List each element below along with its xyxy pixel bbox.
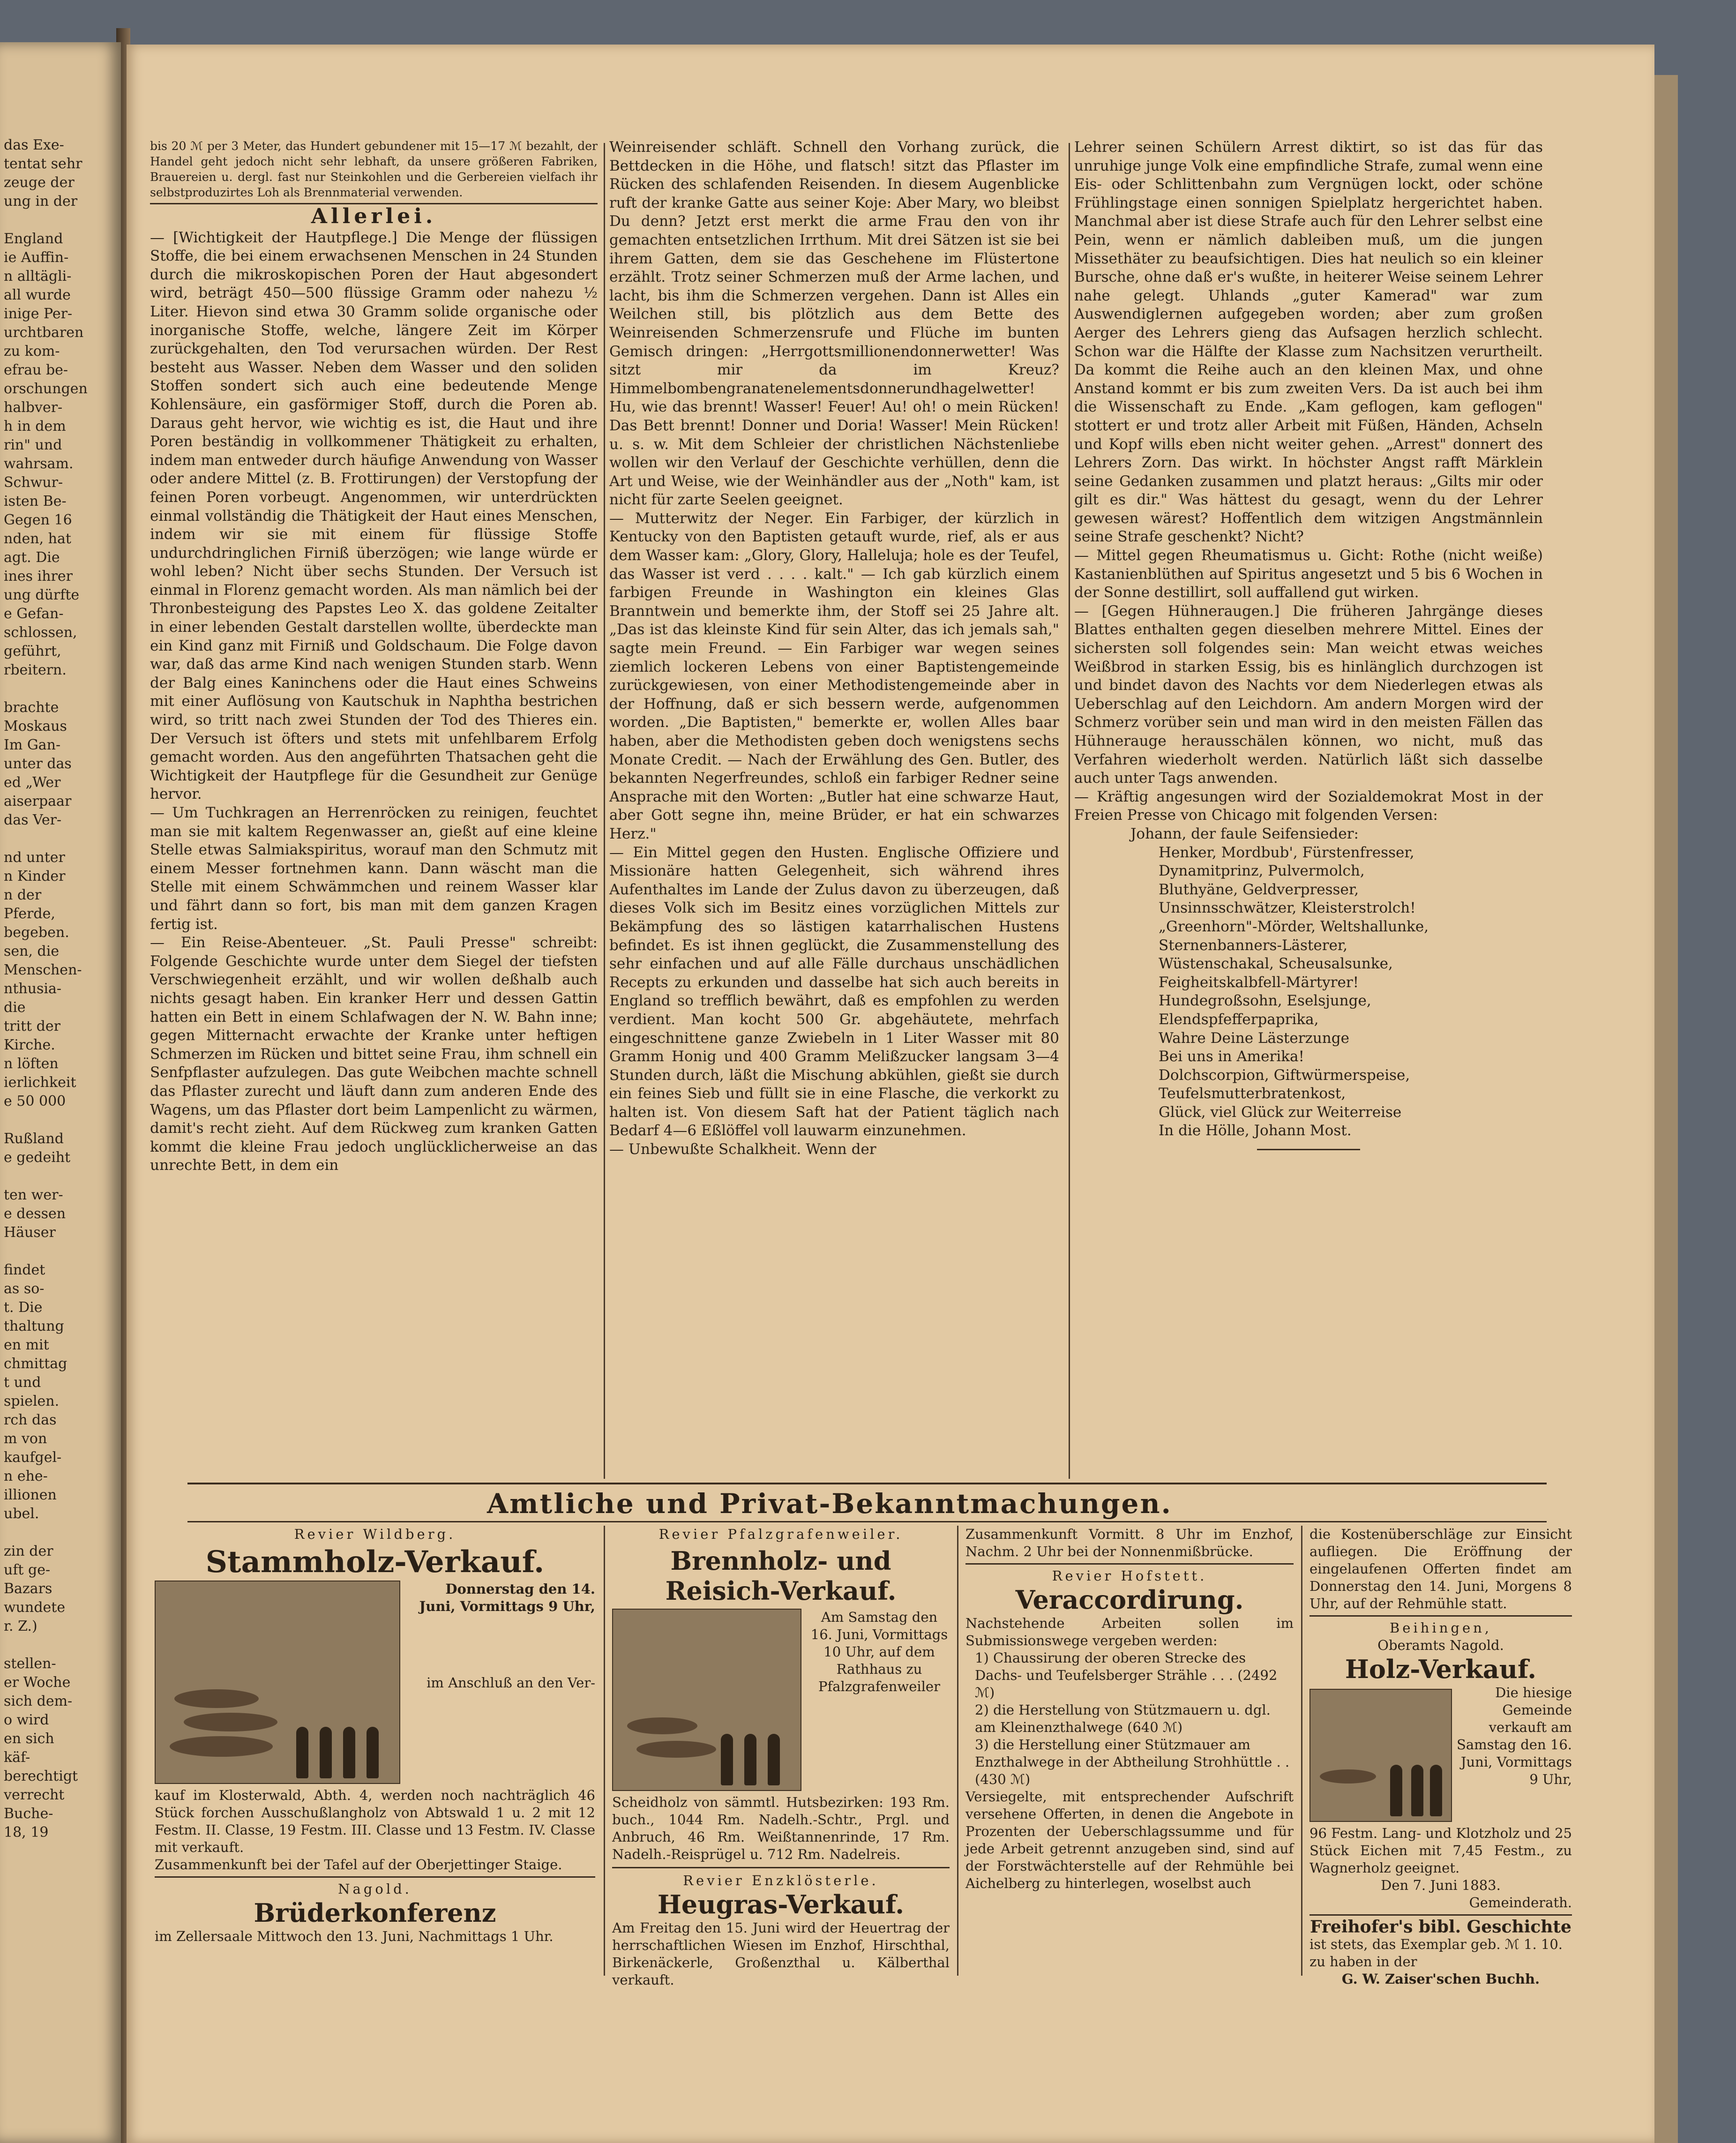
left-page-line: zeuge der xyxy=(4,174,75,191)
ad-intro: Nachstehende Arbeiten sollen im Submissionswege vergeben werden: xyxy=(965,1615,1294,1648)
poem-line: Dolchscorpion, Giftwürmerspeise, xyxy=(1159,1066,1410,1084)
left-page-line xyxy=(4,1636,112,1655)
ad-item: 1) Chaussirung der oberen Strecke des Dachs- und Teufelsberger Strähle . . . (2492 ℳ) xyxy=(975,1650,1278,1701)
newspaper-page xyxy=(127,45,1654,2143)
ad-stammholz xyxy=(155,1526,595,1945)
left-page-line: ie Auffin- xyxy=(4,249,69,266)
ad-date: Am Samstag den 16. Juni, Vormittags 10 Uhr, auf dem Rathhaus zu Pfalzgrafenweiler xyxy=(810,1609,948,1694)
ad-title-freihofer: Freihofer's bibl. Geschichte xyxy=(1310,1917,1571,1937)
left-page-line: ten wer- xyxy=(4,1187,63,1203)
ad-place: Nagold. xyxy=(338,1881,412,1897)
left-page-line: as so- xyxy=(4,1281,45,1297)
left-page-line: findet xyxy=(4,1262,45,1278)
left-page-line: wundete xyxy=(4,1599,66,1616)
left-page-line: e Gefan- xyxy=(4,606,64,622)
left-page-line: orschungen xyxy=(4,381,88,397)
ad-text: ist stets, das Exemplar geb. ℳ 1. 10. zu haben in der xyxy=(1309,1936,1563,1970)
poem-line: Johann, der faule Seifensieder: xyxy=(1130,825,1359,842)
announcements-banner: Amtliche und Privat-Bekanntmachungen. xyxy=(487,1488,1172,1520)
left-page-line: Bazars xyxy=(4,1581,52,1597)
left-page-line: chmittag xyxy=(4,1356,67,1372)
left-page-line: rbeitern. xyxy=(4,662,67,678)
left-page-line: ung in der xyxy=(4,193,78,210)
left-page-line: n löften xyxy=(4,1056,59,1072)
poem-line: Henker, Mordbub', Fürstenfresser, xyxy=(1159,844,1414,861)
left-page-line: isten Be- xyxy=(4,493,67,510)
left-page-line: e gedeiht xyxy=(4,1149,71,1166)
left-page-line: e 50 000 xyxy=(4,1093,66,1109)
column-1 xyxy=(150,138,598,1175)
left-page-line: t und xyxy=(4,1374,41,1391)
ad-title: Stammholz-Verkauf. xyxy=(205,1544,545,1580)
ad-brennholz xyxy=(612,1526,950,1989)
left-page-line: rin" und xyxy=(4,437,62,453)
ad-text: Zusammenkunft Vormitt. 8 Uhr im Enzhof, Nachm. 2 Uhr bei der Nonnenmißbrücke. xyxy=(965,1526,1294,1559)
poem xyxy=(1074,825,1543,1140)
ad-item: 3) die Herstellung einer Stützmauer am Enzthalwege in der Abtheilung Strohhüttle . . (430 ℳ) xyxy=(975,1737,1290,1787)
article-huehneraugen: — [Gegen Hühneraugen.] Die früheren Jahrgänge dieses Blattes enthalten gegen dieselben mehrere Mittel. Eines der sichersten soll folgendes sein: Man weicht etwas weiches Weißbrod in starken Essig, bis es hinlänglich durchzogen ist und bindet davon des Nachts vor dem Niederlegen etwas als Ueberschlag auf den Leichdorn. Am andern Morgen wird der Schmerz vorüber sein und man wird in den meisten Fällen das Hühnerauge herausschälen können, wo nicht, muß das Verfahren wiederholt werden. Natürlich läßt sich dasselbe auch unter Tags anwenden. xyxy=(1074,602,1543,787)
left-page-line: Pferde, xyxy=(4,906,55,922)
ad-holz-verkauf xyxy=(1309,1526,1572,1988)
article-husten: — Ein Mittel gegen den Husten. Englische Offiziere und Missionäre hatten Gelegenheit, sich während ihres Aufenthaltes im Lande der Zulus davon zu überzeugen, daß dieses Volk sich im Besitz eines vorzüglichen Mittels zur Bekämpfung des so lästigen katarrhalischen Hustens befindet. Es ist ihnen geglückt, die Zusammenstellung des sehr einfachen und auf alle Fälle durchaus unschädlichen Recepts zu erkunden und dasselbe hat sich auch bereits in England so trefflich bewährt, daß es empfohlen zu werden verdient. Man kocht 500 Gr. abgehäutete, mehrfach eingeschnittene ganze Zwiebeln in 1 Liter Wasser mit 80 Gramm Honig und 400 Gramm Melißzucker langsam 3—4 Stunden durch, läßt die Mischung abkühlen, gießt sie durch ein feines Sieb und füllt sie in eine Flasche, die verkorkt zu halten ist. Von diesem Saft hat der Patient täglich nach Bedarf 4—6 Eßlöffel voll lauwarm einzunehmen. xyxy=(609,844,1059,1139)
left-page-line: geführt, xyxy=(4,643,61,659)
ad-item: 2) die Herstellung von Stützmauern u. dgl. am Kleinenzthalwege (640 ℳ) xyxy=(975,1702,1271,1735)
left-page-line: käf- xyxy=(4,1749,30,1766)
left-page-line: rch das xyxy=(4,1412,57,1428)
ad-district: Revier Wildberg. xyxy=(294,1526,456,1542)
column-rule xyxy=(957,1526,958,1976)
left-page-line: sen, die xyxy=(4,943,60,959)
ad-title-heugras: Heugras-Verkauf. xyxy=(657,1889,905,1919)
left-page-line: er Woche xyxy=(4,1674,71,1691)
left-page-line: ubel. xyxy=(4,1506,39,1522)
article-most-intro: — Kräftig angesungen wird der Sozialdemokrat Most in der Freien Presse von Chicago mit folgenden Versen: xyxy=(1074,788,1543,824)
left-page-line: thaltung xyxy=(4,1318,64,1334)
left-page-line: brachte xyxy=(4,699,59,716)
article-reise-abenteuer: — Ein Reise-Abenteuer. „St. Pauli Presse" schreibt: Folgende Geschichte wurde unter dem Siegel der tiefsten Verschwiegenheit erzählt, und wir wollen deßhalb auch nichts gesagt haben. Ein kranker Herr und dessen Gattin hatten ein Bett in einem Schlafwagen der N. W. Bahn inne; gegen Mitternacht erwachte der Kranke unter heftigen Schmerzen im Rücken und bittet seine Frau, ihm schnell ein Senfpflaster aufzulegen. Das gute Weibchen machte schnell das Pflaster zurecht und läuft dann zum anderen Ende des Wagens, um das Pflaster dort beim Lampenlicht zu wärmen, damit's recht zieht. Auf dem Rückweg zum kranken Gatten kommt die kleine Frau jedoch unglücklicherweise an das unrechte Bett, in dem ein xyxy=(150,934,598,1174)
left-page-line xyxy=(4,1242,112,1261)
left-page-line: Buche- xyxy=(4,1806,53,1822)
left-page-line: nd unter xyxy=(4,849,65,866)
poem-line: Bluthyäne, Geldverpresser, xyxy=(1159,881,1359,898)
ad-text: Versiegelte, mit entsprechender Aufschrift versehene Offerten, in denen die Angebote in Prozenten der Ueberschlagssumme und für jede Arbeit getrennt anzugeben sind, sind auf der Forstwächterstelle auf der Rehmühle bei Aichelberg zu hinterlegen, woselbst auch xyxy=(965,1789,1294,1891)
left-page-line: urchtbaren xyxy=(4,324,84,341)
left-page-line xyxy=(4,1523,112,1542)
poem-line: Elendspfefferpaprika, xyxy=(1159,1011,1319,1028)
left-page xyxy=(0,42,121,2143)
left-page-line: nthusia- xyxy=(4,981,62,997)
woodcut-illustration xyxy=(155,1581,400,1784)
left-page-line: schlossen, xyxy=(4,624,77,641)
left-page-line: Kirche. xyxy=(4,1037,55,1053)
ad-title: Holz-Verkauf. xyxy=(1345,1654,1537,1684)
woodcut-illustration xyxy=(1309,1689,1452,1822)
poem-line: Sternenbanners-Lästerer, xyxy=(1159,937,1348,954)
poem-line: Unsinnsschwätzer, Kleisterstrolch! xyxy=(1159,899,1416,917)
left-page-line: h in dem xyxy=(4,418,66,435)
announcements-rule xyxy=(187,1483,1547,1484)
article-reise-cont: Weinreisender schläft. Schnell den Vorhang zurück, die Bettdecken in die Höhe, und flatsch! sitzt das Pflaster im Rücken des schlafenden Reisenden. In diesem Augenblicke ruft der kranke Gatte aus seiner Koje: Aber Mary, wo bleibst Du denn? Jetzt erst merkt die arme Frau den von ihr gemachten entsetzlichen Irrthum. Mit drei Sätzen ist sie bei ihrem Gatten, dem sie das Geschehene im Flüstertone erzählt. Trotz seiner Schmerzen muß der Arme lachen, und lacht, bis ihm die Schmerzen vergehen. Dann ist Alles ein Weilchen still, bis plötzlich aus dem Bette des Weinreisenden Schmerzensrufe und Flüche im bunten Gemisch dringen: „Herrgottsmillionendonnerwetter! Was sitzt mir da im Kreuz? Himmelbombengranatenelementsdonnerundhagelwetter! Hu, wie das brennt! Wasser! Feuer! Au! oh! o mein Rücken! Das Bett brennt! Donner und Doria! Wasser! Mein Rücken! u. s. w. Mit dem Schleier der christlichen Nächstenliebe wollen wir den Verlauf der Geschichte verhüllen, denn die Art und Weise, wie der Weinhändler aus der „Noth" kam, ist nicht für zarte Seelen geeignet. xyxy=(609,139,1059,509)
left-page-fragments xyxy=(4,136,112,1842)
section-heading: Allerlei. xyxy=(311,204,437,228)
ad-veraccordirung xyxy=(965,1526,1294,1892)
left-page-line: t. Die xyxy=(4,1299,43,1316)
left-page-line: en sich xyxy=(4,1731,54,1747)
ad-text-right: im Anschluß an den Ver- xyxy=(427,1675,595,1691)
left-page-line: spielen. xyxy=(4,1393,60,1409)
left-page-line: England xyxy=(4,231,63,247)
left-page-line: begeben. xyxy=(4,924,69,941)
left-page-line: agt. Die xyxy=(4,549,60,566)
left-page-line: ierlichkeit xyxy=(4,1074,76,1091)
left-page-line: tentat sehr xyxy=(4,156,82,172)
left-page-line: tritt der xyxy=(4,1018,60,1034)
left-page-line xyxy=(4,211,112,230)
ad-shop: G. W. Zaiser'schen Buchh. xyxy=(1341,1971,1540,1987)
left-page-line: die xyxy=(4,999,26,1016)
left-page-line: zu kom- xyxy=(4,343,60,360)
poem-line: Wüstenschakal, Scheusalsunke, xyxy=(1159,955,1393,973)
left-page-line: nden, hat xyxy=(4,531,71,547)
article-hautpflege: — [Wichtigkeit der Hautpflege.] Die Menge der flüssigen Stoffe, die bei einem erwachsenen Menschen in 24 Stunden durch die mikroskopischen Poren der Haut abgesondert wird, beträgt 450—500 flüssige Gramm oder nahezu ½ Liter. Hievon sind etwa 30 Gramm solide organische oder inorganische Stoffe, welche, längere Zeit im Körper zurückgehalten, den Tod verursachen würden. Der Rest besteht aus Wasser. Neben dem Wasser und den soliden Stoffen sondert sich auch eine bedeutende Menge Kohlensäure, ein gasförmiger Stoff, durch die Poren ab. Daraus geht hervor, wie wichtig es ist, die Haut und ihre Poren beständig in vollkommener Thätigkeit zu erhalten, indem man entweder durch häufige Anwendung von Wasser oder andere Mittel (z. B. Frottirungen) der Verstopfung der feinen Poren vorbeugt. Angenommen, wir unterdrückten einmal vollständig die Thätigkeit der Haut eines Menschen, indem wir sie mit einem für flüssige Stoffe undurchdringlichen Firniß überzögen; wie lange würde er wohl leben? Nicht über sechs Stunden. Der Versuch ist einmal in Florenz gemacht worden. Als man nämlich bei der Thronbesteigung des Papstes Leo X. das goldene Zeitalter in einer lebenden Gestalt darstellen wollte, überdeckte man ein Kind ganz mit Firniß und Goldschaum. Die Folge davon war, daß das arme Kind nach wenigen Stunden starb. Wenn der Balg eines Kaninchens oder die Haut eines Schweins mit einer Auflösung von Kautschuk in Naphtha bestrichen wird, so tritt nach zwei Stunden der Tod des Thieres ein. Der Versuch ist öfters und stets mit unfehlbarem Erfolg gemacht worden. Aus den angeführten Thatsachen geht die Wichtigkeit der Hautpflege für die Gesundheit zur Genüge hervor. xyxy=(150,229,598,803)
left-page-line: m von xyxy=(4,1431,47,1447)
left-page-line: ed „Wer xyxy=(4,774,61,791)
poem-line: Bei uns in Amerika! xyxy=(1159,1048,1304,1065)
column-rule xyxy=(604,1526,605,1976)
article-mutterwitz: — Mutterwitz der Neger. Ein Farbiger, der kürzlich in Kentucky von den Baptisten getauft wurde, rief, als er aus dem Wasser kam: „Glory, Glory, Halleluja; hole es der Teufel, das Wasser ist verd . . . . kalt." — Ich gab kürzlich einem farbigen Freunde in Washington ein kleines Glas Branntwein und bemerkte ihm, der Stoff sei 25 Jahre alt. „Das ist das kleinste Kind für sein Alter, das ich jemals sah," sagte mein Freund. — Ein Farbiger war wegen seines ziemlich lockeren Lebens von einer Baptistengemeinde zurückgewiesen, von einer Methodistengemeinde aber in der Hoffnung, daß er sich bessern werde, aufgenommen worden. „Die Baptisten," bemerkte er, wollen Alles baar haben, aber die Methodisten geben doch wenigstens sechs Monate Credit. — Nach der Erwählung des Gen. Butler, des bekannten Negerfreundes, schloß ein farbiger Redner seine Ansprache mit den Worten: „Butler hat eine schwarze Haut, aber Gott segne ihn, meine Brüder, er hat ein schwarzes Herz." xyxy=(609,510,1059,842)
woodcut-illustration xyxy=(612,1609,801,1791)
left-page-line: n ehe- xyxy=(4,1468,48,1484)
left-page-line: das Exe- xyxy=(4,137,64,153)
ad-title: Veraccordirung. xyxy=(1015,1585,1244,1615)
left-page-line: n alltägli- xyxy=(4,268,72,285)
left-page-line: unter das xyxy=(4,756,72,772)
left-page-line: n Kinder xyxy=(4,868,66,884)
left-page-line: sich dem- xyxy=(4,1693,73,1709)
poem-line: Wahre Deine Lästerzunge xyxy=(1159,1029,1349,1047)
left-page-line: Häuser xyxy=(4,1224,56,1241)
left-page-line: Rußland xyxy=(4,1131,64,1147)
left-page-line: uft ge- xyxy=(4,1562,51,1578)
ad-text: die Kostenüberschläge zur Einsicht aufliegen. Die Eröffnung der eingelaufenen Offerten findet am Donnerstag den 14. Juni, Morgens 8 Uhr, auf der Rehmühle statt. xyxy=(1309,1526,1572,1611)
ad-title-bruederkonferenz: Brüderkonferenz xyxy=(254,1898,496,1928)
left-page-line xyxy=(4,830,112,848)
left-page-line: Gegen 16 xyxy=(4,512,72,528)
ad-district: Revier Hofstett. xyxy=(1052,1568,1207,1584)
left-page-line: ung dürfte xyxy=(4,587,80,603)
ad-district: Revier Enzklösterle. xyxy=(683,1873,879,1888)
left-page-line: verrecht xyxy=(4,1787,65,1803)
left-page-line: wahrsam. xyxy=(4,456,74,472)
poem-line: Teufelsmutterbratenkost, xyxy=(1159,1085,1346,1102)
left-page-line: all wurde xyxy=(4,287,71,303)
poem-line: „Greenhorn"-Mörder, Weltshallunke, xyxy=(1159,918,1429,935)
left-page-line: en mit xyxy=(4,1337,49,1353)
ad-date: Den 7. Juni 1883. xyxy=(1381,1877,1501,1893)
left-page-line xyxy=(4,1111,112,1130)
column-rule xyxy=(1069,143,1070,1479)
left-page-line: e dessen xyxy=(4,1206,66,1222)
left-page-line: Schwur- xyxy=(4,474,63,491)
article-schalkheit: Lehrer seinen Schülern Arrest diktirt, so ist das für das unruhige junge Volk eine empfindliche Strafe, zumal wenn eine Eis- oder Schlittenbahn zum Vergnügen lockt, oder schöne Frühlingstage einen sonnigen Spielplatz hergerichtet haben. Manchmal aber ist diese Strafe auch für den Lehrer selbst eine Pein, wenn er nämlich dableiben muß, um die jungen Missethäter zu beaufsichtigen. Dies hat neulich so ein kleiner Bursche, ohne daß er's wußte, in heiterer Weise seinem Lehrer nahe gelegt. Uhlands „guter Kamerad" war zum Auswendiglernen aufgegeben worden; aber zum großen Aerger des Lehrers gieng das Aufsagen herzlich schlecht. Schon war die Hälfte der Klasse zum Nachsitzen verurtheilt. Da kommt die Reihe auch an den kleinen Max, und ohne Anstand kommt er bis zum zweiten Vers. Da ist auch bei ihm die Wissenschaft zu Ende. „Kam geflogen, kam geflogen" stottert er und trotz aller Arbeit mit Füßen, Händen, Achseln und Kopf wills eben nicht weiter gehen. „Arrest" donnert des Lehrers Zorn. Das wirkt. In höchster Angst rafft Märklein seine Gedanken zusammen und platzt heraus: „Gilts mir oder gilt es dir." Was hättest du gesagt, wenn du der Lehrer gewesen wärest? Hoffentlich dem witzigen Angstmännlein seine Strafe geschenkt? Nicht? xyxy=(1074,139,1543,546)
ad-text: im Zellersaale Mittwoch den 13. Juni, Nachmittags 1 Uhr. xyxy=(155,1928,554,1944)
ad-text: 96 Festm. Lang- und Klotzholz und 25 Stück Eichen mit 7,45 Festm., zu Wagnerholz geeignet. xyxy=(1309,1825,1572,1876)
article-schalkheit-start: — Unbewußte Schalkheit. Wenn der xyxy=(609,1141,876,1158)
ad-district: Revier Pfalzgrafenweiler. xyxy=(658,1526,903,1542)
left-page-line: efrau be- xyxy=(4,362,68,378)
left-page-line: das Ver- xyxy=(4,812,62,828)
poem-line: Glück, viel Glück zur Weiterreise xyxy=(1159,1103,1402,1121)
column-3 xyxy=(1074,138,1543,1150)
announcements-rule xyxy=(187,1521,1547,1522)
poem-line: Feigheitskalbfell-Märtyrer! xyxy=(1159,974,1359,991)
left-page-line: r. Z.) xyxy=(4,1618,37,1634)
left-page-line: zin der xyxy=(4,1543,53,1559)
ad-date: Donnerstag den 14. Juni, Vormittags 9 Uhr, xyxy=(419,1581,595,1614)
short-divider xyxy=(1257,1149,1360,1150)
left-page-line: 18, 19 xyxy=(4,1824,49,1841)
left-page-line: berechtigt xyxy=(4,1768,78,1784)
column-rule xyxy=(604,143,605,1479)
market-fragment: bis 20 ℳ per 3 Meter, das Hundert gebundener mit 15—17 ℳ bezahlt, der Handel geht jedoch nicht sehr lebhaft, da unsere größeren Fabriken, Brauereien u. dergl. fast nur Steinkohlen und die Gerbereien vielfach ihr selbstproduzirtes Loh als Brennmaterial verwenden. xyxy=(150,139,598,199)
column-2 xyxy=(609,138,1059,1159)
ad-text: kauf im Klosterwald, Abth. 4, werden noch nachträglich 46 Stück forchen Ausschußlangholz von Abtswald 1 u. 2 mit 12 Festm. II. Classe, 19 Festm. III. Classe und 13 Festm. IV. Classe mit verkauft. xyxy=(155,1787,595,1855)
left-page-line: n der xyxy=(4,887,42,903)
ad-signature: Gemeinderath. xyxy=(1469,1895,1572,1911)
left-page-line xyxy=(4,1167,112,1186)
left-page-line: aiserpaar xyxy=(4,793,72,809)
ad-meeting: Zusammenkunft bei der Tafel auf der Oberjettinger Staige. xyxy=(155,1857,562,1873)
left-page-line: Im Gan- xyxy=(4,737,61,753)
left-page-line xyxy=(4,680,112,698)
poem-line: Hundegroßsohn, Eselsjunge, xyxy=(1159,992,1371,1010)
left-page-line: halbver- xyxy=(4,399,63,416)
ad-text: Am Freitag den 15. Juni wird der Heuertrag der herrschaftlichen Wiesen im Enzhof, Hirschthal, Birkenäckerle, Großenzthal u. Kälberthal verkauft. xyxy=(612,1920,950,1988)
column-rule xyxy=(1301,1526,1302,1976)
left-page-line: inige Per- xyxy=(4,306,73,322)
left-page-line: ines ihrer xyxy=(4,568,73,584)
left-page-line: Moskaus xyxy=(4,718,67,734)
ad-subplace: Oberamts Nagold. xyxy=(1377,1637,1504,1653)
ad-place: Beihingen, xyxy=(1390,1620,1492,1636)
ad-title: Brennholz- und Reisich-Verkauf. xyxy=(665,1546,897,1606)
poem-line: In die Hölle, Johann Most. xyxy=(1159,1122,1352,1139)
ad-text: Scheidholz von sämmtl. Hutsbezirken: 193 Rm. buch., 1044 Rm. Nadelh.-Schtr., Prgl. und Anbruch, 46 Rm. Weißtannenrinde, 17 Rm. Nadelh.-Reisprügel u. 712 Rm. Nadelreis. xyxy=(612,1794,950,1862)
left-page-line: illionen xyxy=(4,1487,57,1503)
ad-text-right: Die hiesige Gemeinde verkauft am Samstag den 16. Juni, Vormittags 9 Uhr, xyxy=(1456,1685,1572,1787)
left-page-line: o wird xyxy=(4,1712,49,1728)
left-page-line: Menschen- xyxy=(4,962,82,978)
poem-line: Dynamitprinz, Pulvermolch, xyxy=(1159,862,1365,880)
article-tuchkragen: — Um Tuchkragen an Herrenröcken zu reinigen, feuchtet man sie mit kaltem Regenwasser an, gießt auf eine kleine Stelle etwas Salmiakspiritus, worauf man den Schmutz mit einem Messer fortnehmen kann. Dann wäscht man die Stelle mit einem Schwämmchen und reinem Wasser klar und fährt dann so fort, bis man mit dem ganzen Kragen fertig ist. xyxy=(150,804,598,933)
divider xyxy=(150,203,598,204)
article-rheumatismus: — Mittel gegen Rheumatismus u. Gicht: Rothe (nicht weiße) Kastanienblüthen auf Spiritus angesetzt und 5 bis 6 Wochen in der Sonne destillirt, soll auffallend gut wirken. xyxy=(1074,547,1543,601)
left-page-line: stellen- xyxy=(4,1656,56,1672)
left-page-line: kaufgel- xyxy=(4,1449,62,1466)
